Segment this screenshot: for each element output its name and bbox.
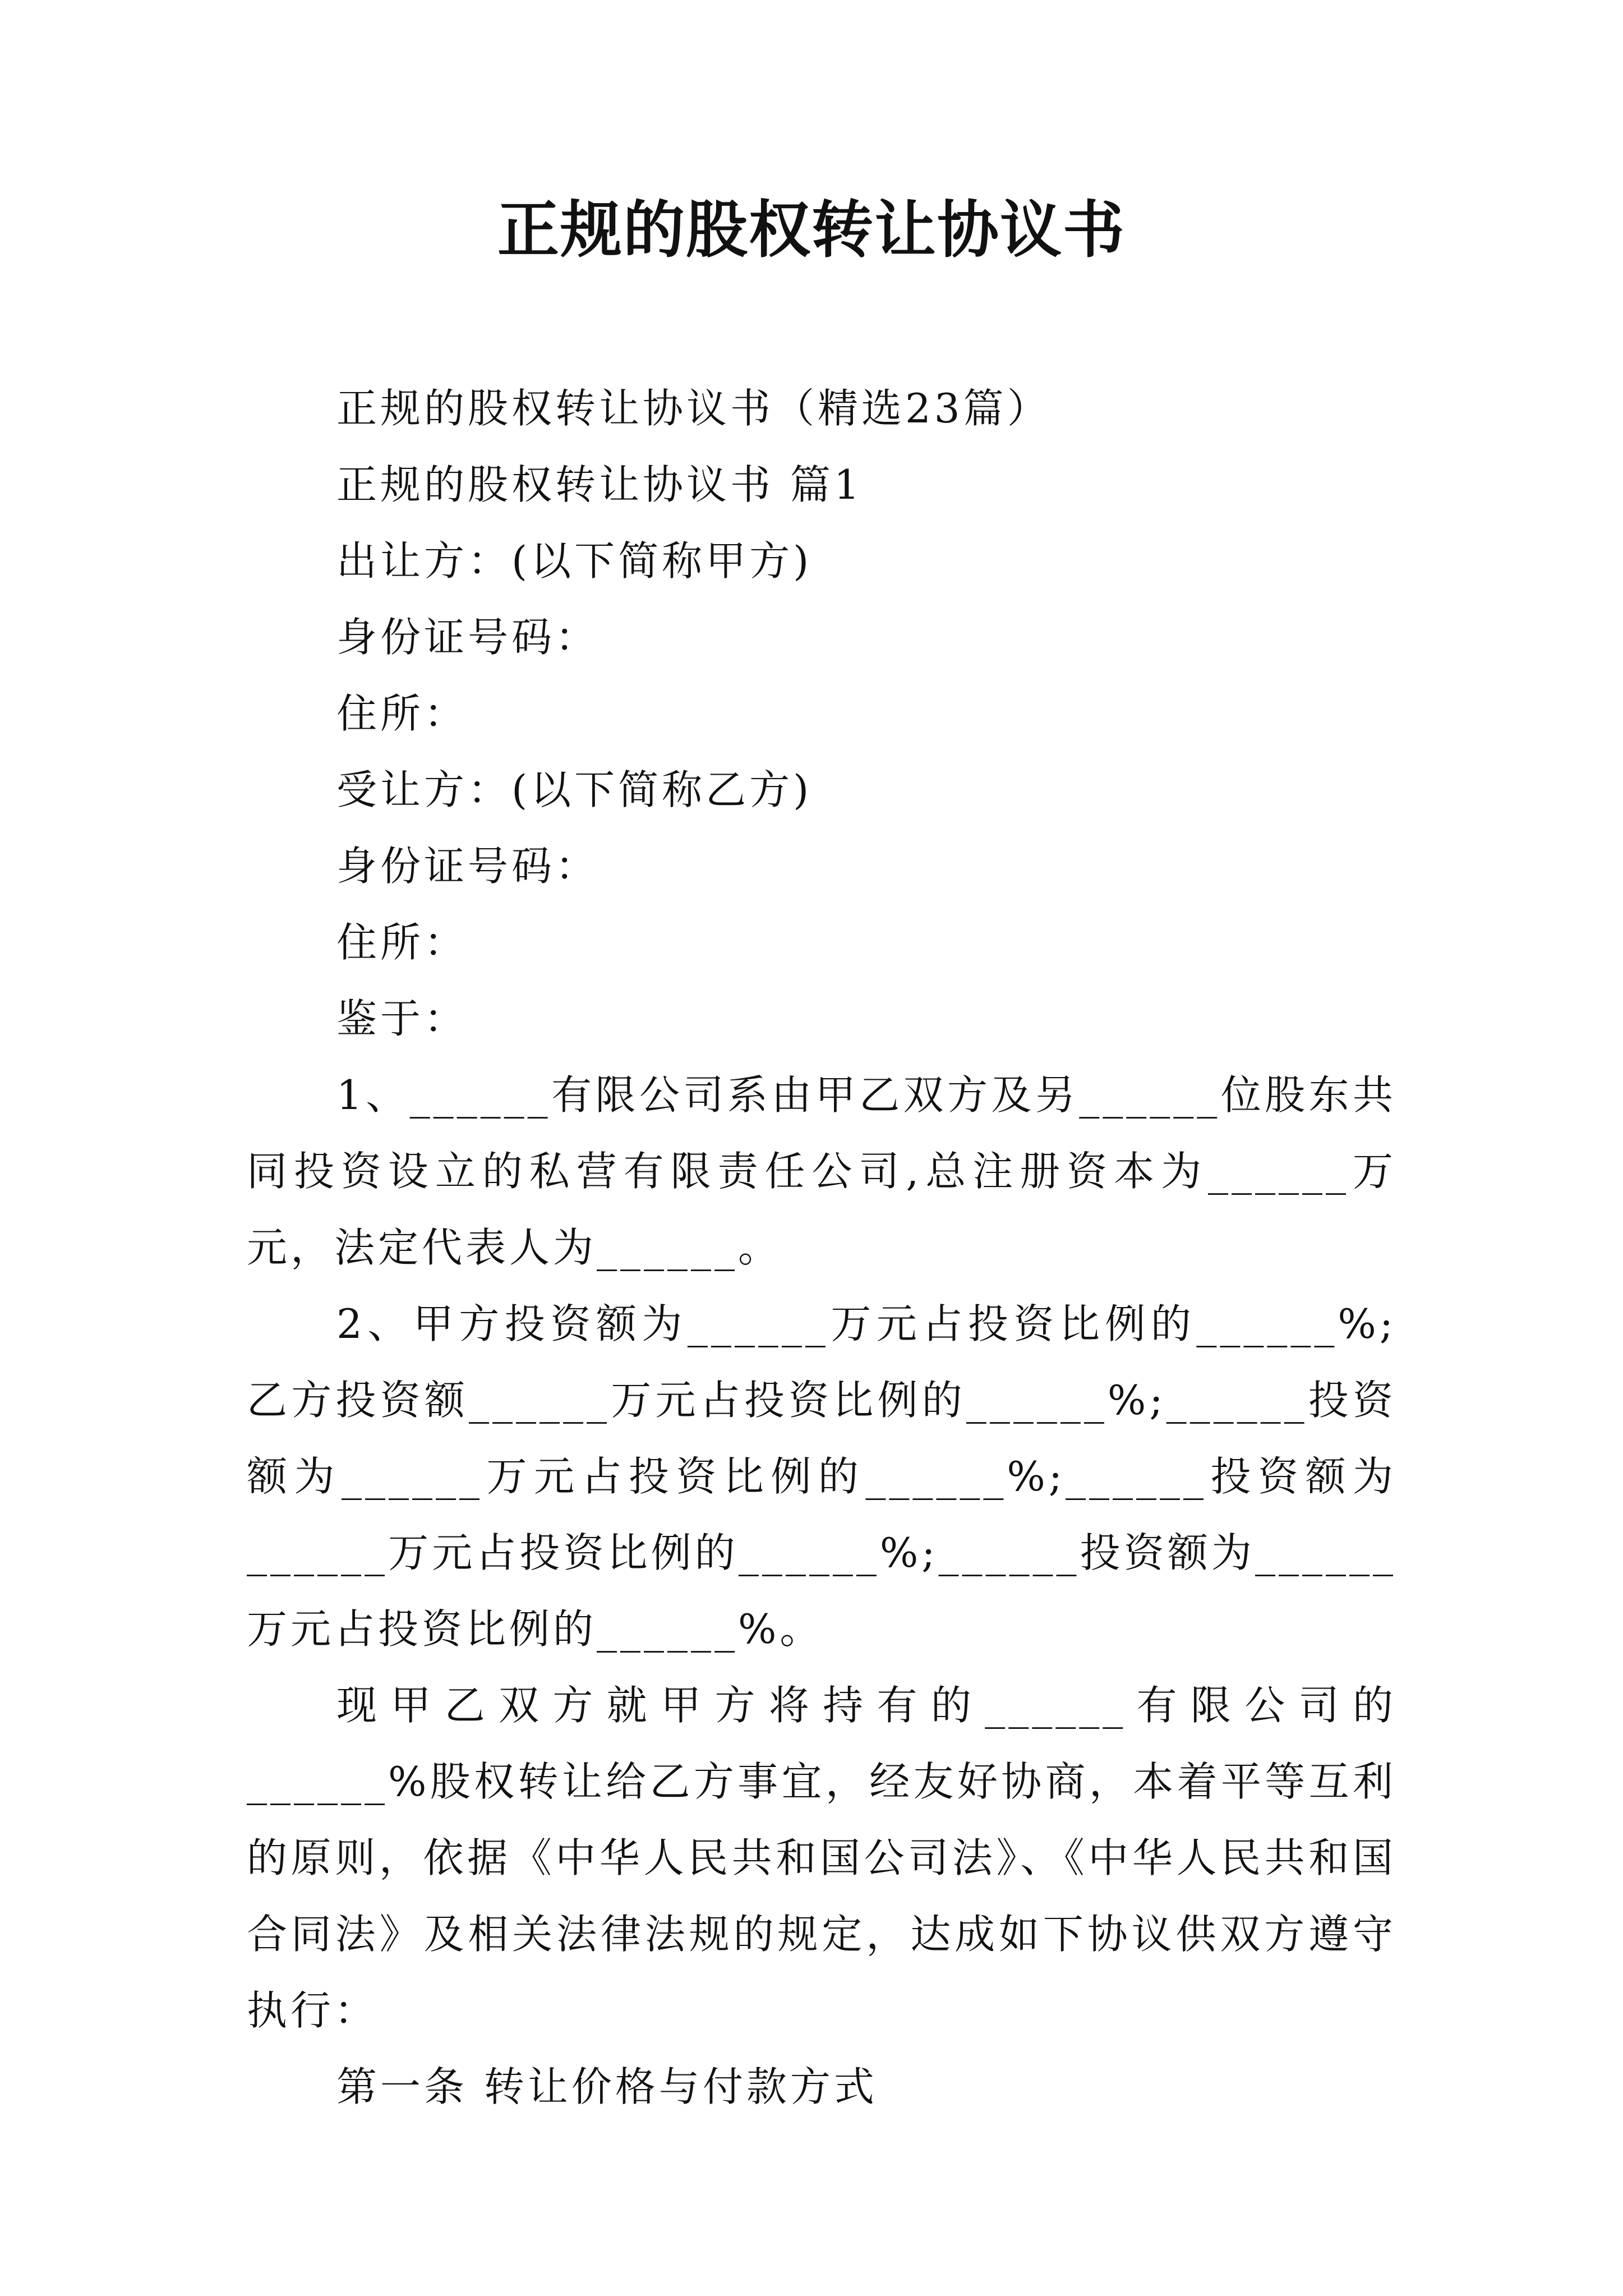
- paragraph-investment-ratio: 2、甲方投资额为______万元占投资比例的______%;乙方投资额______万元占投资比例的______%;______投资额为______万元占投资比例的______%;______投资额为______万元占投资比例的______%;______投资额为______万元占投资比例的______%。: [247, 1300, 1396, 1653]
- transferee-address-line: 住所：: [336, 919, 468, 966]
- whereas-line: 鉴于：: [336, 995, 468, 1042]
- paragraph-agreement-intent: 现甲乙双方就甲方将持有的______有限公司的______%股权转让给乙方事宜，经友好协商，本着平等互利的原则，依据《中华人民共和国公司法》、《中华人民共和国合同法》及相关法律法规的规定，达成如下协议供双方遵守执行：: [247, 1682, 1396, 2034]
- paragraph-company-info: 1、______有限公司系由甲乙双方及另______位股东共同投资设立的私营有限责任公司,总注册资本为______万元，法定代表人为______。: [247, 1071, 1396, 1271]
- transferor-id-line: 身份证号码：: [336, 614, 600, 661]
- transferor-line: 出让方：(以下简称甲方): [336, 537, 813, 585]
- document-body: [247, 370, 1396, 2125]
- section-heading: 第一条 转让价格与付款方式: [336, 2063, 878, 2110]
- page-title: 正规的股权转让协议书: [497, 194, 1126, 266]
- transferee-line: 受让方：(以下简称乙方): [336, 766, 813, 813]
- transferor-address-line: 住所：: [336, 690, 468, 737]
- section-label: 正规的股权转让协议书 篇1: [336, 461, 863, 508]
- subtitle-line: 正规的股权转让协议书（精选23篇）: [336, 385, 1051, 432]
- transferee-id-line: 身份证号码：: [336, 843, 600, 890]
